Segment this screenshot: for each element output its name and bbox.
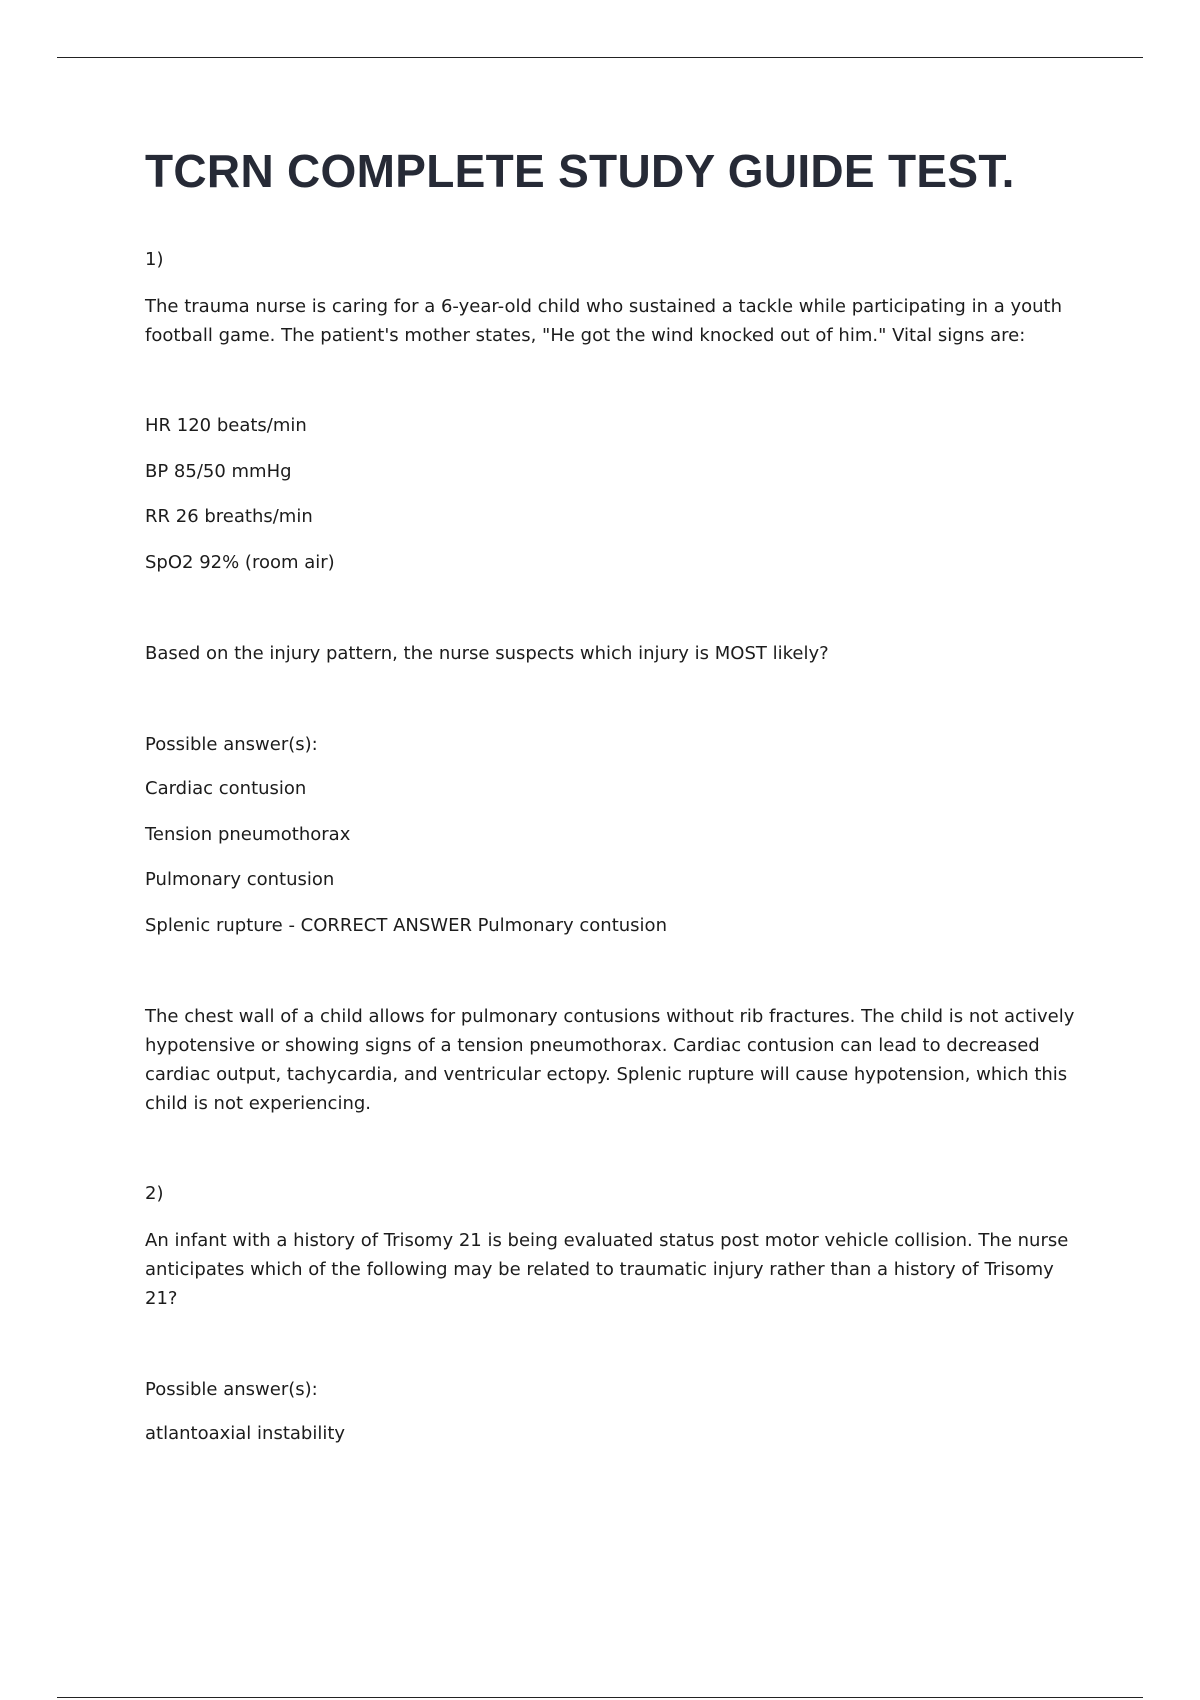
answer-option: Cardiac contusion <box>145 778 307 799</box>
bottom-rule <box>57 1697 1143 1698</box>
document-title: TCRN COMPLETE STUDY GUIDE TEST. <box>145 145 1015 197</box>
vital-sign: RR 26 breaths/min <box>145 506 313 527</box>
vital-sign: BP 85/50 mmHg <box>145 461 292 482</box>
answer-option: atlantoaxial instability <box>145 1423 346 1444</box>
question-stem: An infant with a history of Trisomy 21 is being evaluated status post motor vehicle collision. The nurse anticipates which of the following may be related to traumatic injury rather than a history of Trisomy 21? <box>145 1230 1069 1309</box>
answer-option: Pulmonary contusion <box>145 869 335 890</box>
question-prompt: Based on the injury pattern, the nurse suspects which injury is MOST likely? <box>145 643 829 664</box>
vital-sign: SpO2 92% (room air) <box>145 552 335 573</box>
answers-label: Possible answer(s): <box>145 734 318 755</box>
top-rule <box>57 57 1143 58</box>
vital-sign: HR 120 beats/min <box>145 415 307 436</box>
answers-label: Possible answer(s): <box>145 1379 318 1400</box>
answer-option: Tension pneumothorax <box>145 824 351 845</box>
answer-option-with-correct: Splenic rupture - CORRECT ANSWER Pulmonary contusion <box>145 915 667 936</box>
question-number: 2) <box>145 1183 164 1204</box>
answer-rationale: The chest wall of a child allows for pulmonary contusions without rib fractures. The child is not actively hypotensive or showing signs of a tension pneumothorax. Cardiac contusion can lead to decreased cardiac output, tachycardia, and ventricular ectopy. Splenic rupture will cause hypotension, which this child is not experiencing. <box>145 1006 1075 1114</box>
question-stem: The trauma nurse is caring for a 6-year-old child who sustained a tackle while participating in a youth football game. The patient's mother states, "He got the wind knocked out of him." Vital signs are: <box>145 296 1062 346</box>
question-number: 1) <box>145 249 164 270</box>
